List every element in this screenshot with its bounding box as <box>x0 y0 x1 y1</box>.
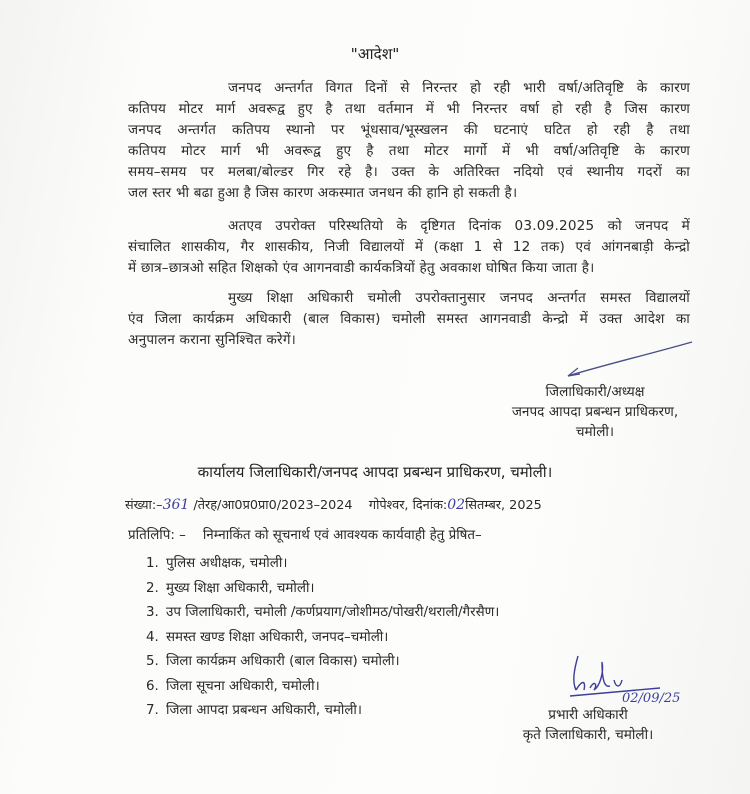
handwritten-signature-icon <box>560 650 680 710</box>
paragraph-line: जल स्तर भी बढा हुआ है जिस कारण अकस्मात जनधन की हानि हो सकती है। <box>128 185 518 201</box>
copy-to-list <box>146 552 499 724</box>
date-suffix: सितम्बर, 2025 <box>465 498 542 513</box>
paragraph-line: जनपद अन्तर्गत कतिपय स्थानो पर भूंधसाव/भूस्खलन की घटनाएं घटित हो रही है तथा <box>128 122 690 138</box>
place-date-prefix: गोपेश्वर, दिनांक: <box>368 498 448 513</box>
signatory-designation: जिलाधिकारी/अध्यक्ष <box>545 384 645 400</box>
paragraph-line: कतिपय मोटर मार्ग अवरूद्व हुए है तथा वर्तमान में भी निरन्तर वर्षा हो रही है जिस कारण <box>128 101 690 117</box>
list-number: 3. <box>146 605 159 620</box>
copy-to-text: निम्नाकिंत को सूचनार्थ एवं आवश्यक कार्यवाही हेतु प्रेषित– <box>202 528 482 543</box>
paragraph-line: संचालित शासकीय, गैर शासकीय, निजी विद्यालयों में (कक्षा 1 से 12 तक) एवं आंगनबाड़ी केन्द्रो <box>128 239 690 255</box>
list-text: मुख्य शिक्षा अधिकारी, चमोली। <box>166 580 315 596</box>
signatory-designation: प्रभारी अधिकारी <box>548 707 628 723</box>
paragraph-line: अनुपालन कराना सुनिश्चित करेगें। <box>128 332 297 348</box>
date-day: 02 <box>447 497 466 513</box>
office-heading: कार्यालय जिलाधिकारी/जनपद आपदा प्रबन्धन प्राधिकरण, चमोली। <box>197 463 553 481</box>
list-item <box>146 699 499 724</box>
signatory-authority: जनपद आपदा प्रबन्धन प्राधिकरण, <box>511 404 679 420</box>
order-title: "आदेश" <box>350 45 400 63</box>
list-item <box>146 577 499 602</box>
signatory-district: चमोली। <box>575 424 615 440</box>
list-number: 1. <box>146 556 159 571</box>
list-number: 4. <box>146 629 159 645</box>
copy-to-heading <box>128 525 482 543</box>
list-item <box>146 626 499 651</box>
list-item <box>146 601 499 626</box>
reference-suffix: /तेरह/आ0प्र0प्रा0/2023–2024 <box>193 498 353 513</box>
list-text: उप जिलाधिकारी, चमोली /कर्णप्रयाग/जोशीमठ/पोखरी/थराली/गैरसैण। <box>166 605 500 620</box>
paragraph-line: एंव जिला कार्यक्रम अधिकारी (बाल विकास) चमोली समस्त आगनवाडी केन्द्रो में उक्त आदेश का <box>128 311 690 327</box>
list-text: जिला आपदा प्रबन्धन अधिकारी, चमोली। <box>166 703 362 718</box>
list-number: 5. <box>146 654 159 669</box>
list-number: 7. <box>146 703 159 718</box>
list-number: 6. <box>146 678 159 694</box>
list-text: समस्त खण्ड शिक्षा अधिकारी, जनपद–चमोली। <box>166 629 389 645</box>
list-item <box>146 675 499 700</box>
paragraph-line: समय–समय पर मलबा/बोल्डर गिर रहे है। उक्त के अतिरिक्त नदियो एवं स्थानीय गदरों का <box>128 164 690 180</box>
reference-number: 361 <box>162 497 190 513</box>
signatory-block-2 <box>498 705 678 745</box>
reference-line <box>125 495 685 513</box>
paragraph-line: कतिपय मोटर मार्ग भी अवरूद्व हुए है तथा मोटर मार्गो में भी वर्षा/अतिवृष्टि के कारण <box>128 143 690 159</box>
handwritten-date: 02/09/25 <box>622 691 681 706</box>
paragraph-line: में छात्र–छात्रओ सहित शिक्षको एंव आगनवाडी कार्यकत्रियों हेतु अवकाश घोषित किया जाता है। <box>128 260 595 276</box>
list-text: जिला सूचना अधिकारी, चमोली। <box>166 678 320 694</box>
list-number: 2. <box>146 580 159 596</box>
paragraph-line: जनपद अन्तर्गत विगत दिनों से निरन्तर हो रही भारी वर्षा/अतिवृष्टि के कारण <box>228 80 690 96</box>
list-text: जिला कार्यक्रम अधिकारी (बाल विकास) चमोली। <box>166 654 400 669</box>
reference-prefix: संख्या:– <box>125 498 163 513</box>
paragraph-2 <box>128 216 690 279</box>
copy-to-label: प्रतिलिपि: – <box>128 528 186 543</box>
list-text: पुलिस अधीक्षक, चमोली। <box>166 556 288 571</box>
paragraph-line: मुख्य शिक्षा अधिकारी चमोली उपरोक्तानुसार जनपद अन्तर्गत समस्त विद्यालयों <box>228 290 690 306</box>
signature-mark-icon <box>560 340 700 380</box>
signatory-block-1 <box>480 382 710 442</box>
signatory-on-behalf: कृते जिलाधिकारी, चमोली। <box>522 727 654 743</box>
paragraph-line: अतएव उपरोक्त परिस्थतियो के दृष्टिगत दिनांक 03.09.2025 को जनपद में <box>228 218 690 234</box>
list-item <box>146 552 499 577</box>
list-item <box>146 650 499 675</box>
paragraph-1 <box>128 78 690 204</box>
